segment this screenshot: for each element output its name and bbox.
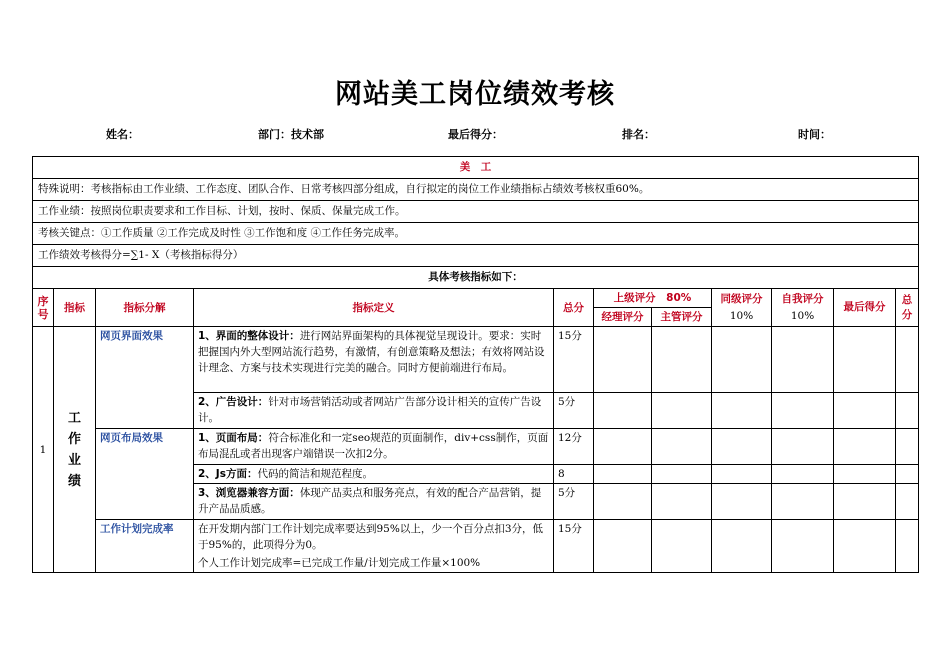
header-indicator: 指标 [54, 289, 96, 327]
supervisor-score-cell[interactable] [652, 429, 712, 465]
definition-text: 针对市场营销活动或者网站广告部分设计相关的宣传广告设计。 [198, 396, 542, 424]
header-peer-weight: 10% [729, 309, 754, 322]
time-label: 时间： [798, 128, 831, 141]
sum-score-cell[interactable] [896, 484, 919, 520]
department-label: 部门：技术部 [258, 128, 324, 141]
section-heading: 美 工 [33, 157, 919, 179]
definition-cell [194, 520, 554, 573]
key-points: 考核关键点：①工作质量 ②工作完成及时性 ③工作饱和度 ④工作任务完成率。 [33, 223, 919, 245]
peer-score-cell[interactable] [712, 520, 772, 573]
self-score-cell[interactable] [772, 465, 834, 484]
peer-score-cell[interactable] [712, 393, 772, 429]
manager-score-cell[interactable] [594, 327, 652, 393]
manager-score-cell[interactable] [594, 520, 652, 573]
self-score-cell[interactable] [772, 327, 834, 393]
header-self [772, 289, 834, 327]
score-cell: 12分 [554, 429, 594, 465]
definition-cell [194, 327, 554, 393]
peer-score-cell[interactable] [712, 327, 772, 393]
definition-cell [194, 484, 554, 520]
peer-score-cell[interactable] [712, 465, 772, 484]
header-self-label: 自我评分 [781, 292, 824, 305]
definition-label: 2、广告设计： [198, 396, 269, 408]
score-cell: 15分 [554, 327, 594, 393]
row-indicator [54, 327, 96, 573]
indicator-char: 作 [67, 431, 81, 447]
header-peer [712, 289, 772, 327]
sum-score-cell[interactable] [896, 393, 919, 429]
header-superior: 上级评分 80% [594, 289, 712, 308]
indicator-char: 工 [67, 410, 81, 426]
supervisor-score-cell[interactable] [652, 520, 712, 573]
supervisor-score-cell[interactable] [652, 465, 712, 484]
definition-cell [194, 393, 554, 429]
manager-score-cell[interactable] [594, 393, 652, 429]
performance-description: 工作业绩：按照岗位职责要求和工作目标、计划，按时、保质、保量完成工作。 [33, 201, 919, 223]
definition-cell [194, 429, 554, 465]
sub-heading: 具体考核指标如下： [33, 267, 919, 289]
indicator-text [58, 408, 91, 492]
self-score-cell[interactable] [772, 393, 834, 429]
manager-score-cell[interactable] [594, 429, 652, 465]
header-self-weight: 10% [790, 309, 815, 322]
row-seq: 1 [33, 327, 54, 573]
header-definition: 指标定义 [194, 289, 554, 327]
final-score-cell[interactable] [834, 429, 896, 465]
indicator-char: 绩 [67, 473, 81, 489]
header-breakdown: 指标分解 [96, 289, 194, 327]
self-score-cell[interactable] [772, 484, 834, 520]
page-title: 网站美工岗位绩效考核 [335, 79, 615, 110]
final-score-label: 最后得分： [448, 128, 503, 141]
final-score-cell[interactable] [834, 484, 896, 520]
group-name: 网页界面效果 [96, 327, 194, 429]
definition-label: 3、浏览器兼容方面： [198, 487, 300, 499]
final-score-cell[interactable] [834, 520, 896, 573]
peer-score-cell[interactable] [712, 484, 772, 520]
manager-score-cell[interactable] [594, 465, 652, 484]
sum-score-cell[interactable] [896, 465, 919, 484]
header-manager: 经理评分 [594, 308, 652, 327]
peer-score-cell[interactable] [712, 429, 772, 465]
definition-cell [194, 465, 554, 484]
definition-label: 1、页面布局： [198, 432, 269, 444]
definition-label: 2、Js方面： [198, 468, 258, 480]
header-final: 最后得分 [834, 289, 896, 327]
definition-formula: 个人工作计划完成率=已完成工作量/计划完成工作量×100% [198, 557, 481, 569]
definition-text: 符合标准化和一定seo规范的页面制作，div+css制作，页面布局混乱或者出现客户端错误一次扣2分。 [198, 432, 549, 460]
score-cell: 15分 [554, 520, 594, 573]
score-cell: 5分 [554, 393, 594, 429]
definition-text: 体现产品卖点和服务亮点，有效的配合产品营销，提升产品品质感。 [198, 487, 542, 515]
sum-score-cell[interactable] [896, 520, 919, 573]
final-score-cell[interactable] [834, 393, 896, 429]
name-label: 姓名： [106, 128, 139, 141]
sum-score-cell[interactable] [896, 429, 919, 465]
group-name: 网页布局效果 [96, 429, 194, 520]
definition-label: 1、界面的整体设计： [198, 330, 300, 342]
supervisor-score-cell[interactable] [652, 484, 712, 520]
header-total: 总分 [554, 289, 594, 327]
indicator-char: 业 [67, 452, 81, 468]
self-score-cell[interactable] [772, 520, 834, 573]
definition-text: 在开发期内部门工作计划完成率要达到95%以上，少一个百分点扣3分，低于95%的，此项得分为0。 [198, 523, 544, 551]
manager-score-cell[interactable] [594, 484, 652, 520]
header-supervisor: 主管评分 [652, 308, 712, 327]
score-cell: 8 [554, 465, 594, 484]
final-score-cell[interactable] [834, 465, 896, 484]
score-formula: 工作绩效考核得分=∑1- X（考核指标得分） [33, 245, 919, 267]
definition-text: 代码的简洁和规范程度。 [257, 468, 373, 480]
header-seq: 序号 [33, 289, 54, 327]
definition-text: 进行网站界面架构的具体视觉呈现设计。要求：实时把握国内外大型网站流行趋势，有激情，有创意策略及想法；有效将网站设计理念、方案与技术实现进行完美的融合。同时方便前端进行布局。 [198, 330, 545, 374]
self-score-cell[interactable] [772, 429, 834, 465]
final-score-cell[interactable] [834, 327, 896, 393]
rank-label: 排名： [622, 128, 655, 141]
header-peer-label: 同级评分 [720, 292, 763, 305]
supervisor-score-cell[interactable] [652, 393, 712, 429]
supervisor-score-cell[interactable] [652, 327, 712, 393]
sum-score-cell[interactable] [896, 327, 919, 393]
group-name: 工作计划完成率 [96, 520, 194, 573]
score-cell: 5分 [554, 484, 594, 520]
special-note: 特殊说明：考核指标由工作业绩、工作态度、团队合作、日常考核四部分组成，自行拟定的岗位工作业绩指标占绩效考核权重60%。 [33, 179, 919, 201]
assessment-table [32, 156, 919, 573]
header-sum: 总分 [896, 289, 919, 327]
